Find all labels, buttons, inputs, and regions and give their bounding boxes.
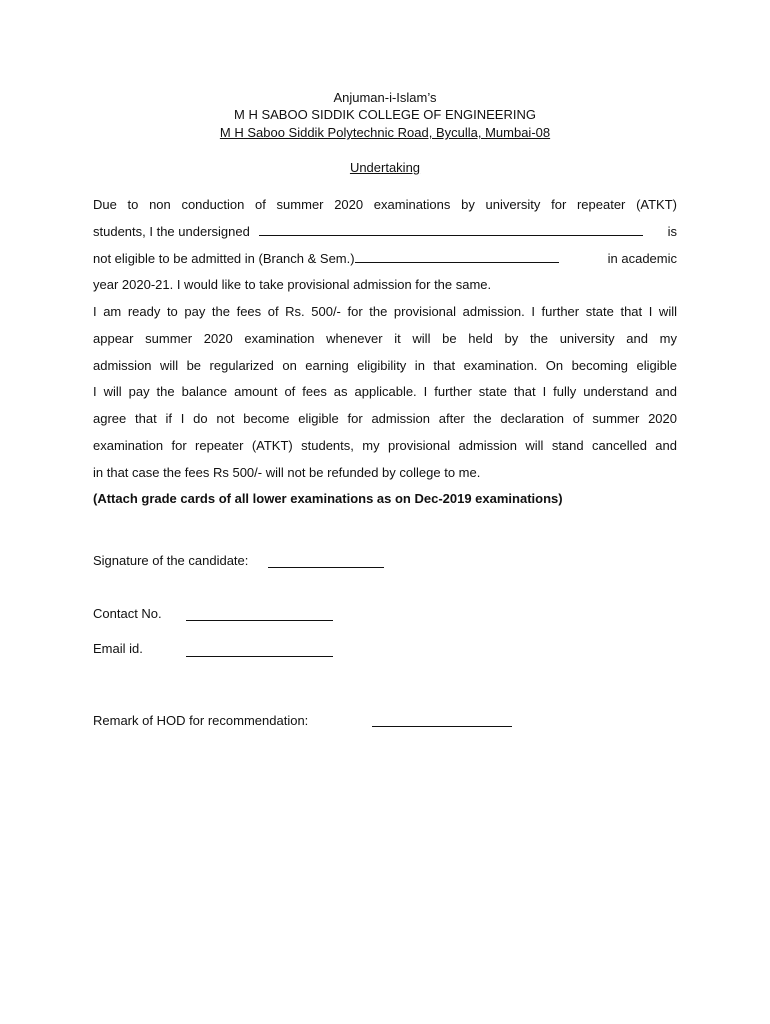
hod-remark-field[interactable] xyxy=(372,726,512,727)
branch-sem-blank[interactable] xyxy=(355,250,559,263)
college-address: M H Saboo Siddik Polytechnic Road, Byculla, Mumbai-08 xyxy=(219,125,551,140)
email-label: Email id. xyxy=(93,641,143,656)
body-line-2-end: is xyxy=(667,224,677,239)
organization-name: Anjuman-i-Islam’s xyxy=(333,90,437,105)
body-line-3-text: not eligible to be admitted in (Branch & Sem.) xyxy=(93,251,355,266)
document-title: Undertaking xyxy=(349,160,421,175)
attachment-note: (Attach grade cards of all lower examinations as on Dec-2019 examinations) xyxy=(93,491,563,506)
body-line-3-end: in academic xyxy=(607,251,677,266)
body-line-6: appear summer 2020 examination whenever it will be held by the university and my xyxy=(93,331,677,346)
body-line-4: year 2020-21. I would like to take provisional admission for the same. xyxy=(93,277,492,292)
hod-remark-label: Remark of HOD for recommendation: xyxy=(93,713,309,728)
body-line-1: Due to non conduction of summer 2020 examinations by university for repeater (ATKT) xyxy=(93,197,677,212)
contact-field[interactable] xyxy=(186,620,333,621)
body-line-7: admission will be regularized on earning eligibility in that examination. On becoming eligible xyxy=(93,358,677,373)
body-line-2-text: students, I the undersigned xyxy=(93,224,250,239)
body-line-3 xyxy=(93,250,677,268)
contact-label: Contact No. xyxy=(93,606,162,621)
body-line-8: I will pay the balance amount of fees as applicable. I further state that I fully understand and xyxy=(93,384,677,399)
body-line-11: in that case the fees Rs 500/- will not be refunded by college to me. xyxy=(93,465,481,480)
signature-field[interactable] xyxy=(268,567,384,568)
body-line-2 xyxy=(93,223,677,241)
body-line-10: examination for repeater (ATKT) students, my provisional admission will stand cancelled and xyxy=(93,438,677,453)
name-blank[interactable] xyxy=(259,223,643,236)
body-line-5: I am ready to pay the fees of Rs. 500/- for the provisional admission. I further state that I will xyxy=(93,304,677,319)
body-line-9: agree that if I do not become eligible for admission after the declaration of summer 2020 xyxy=(93,411,677,426)
signature-label: Signature of the candidate: xyxy=(93,553,249,568)
email-field[interactable] xyxy=(186,656,333,657)
college-name: M H SABOO SIDDIK COLLEGE OF ENGINEERING xyxy=(234,107,536,122)
